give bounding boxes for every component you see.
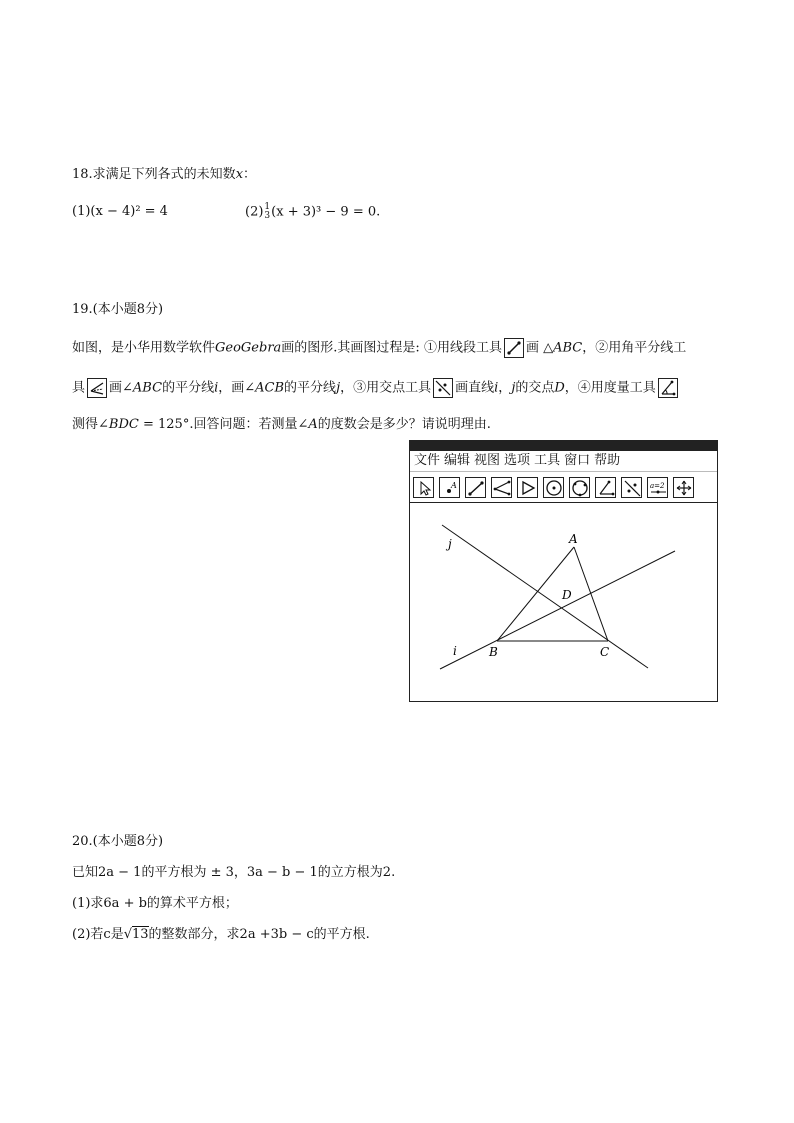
- menu-options[interactable]: 选项: [504, 453, 531, 468]
- angle-bisector-icon[interactable]: [491, 477, 512, 498]
- label-C: C: [600, 645, 610, 659]
- label-j: j: [448, 537, 452, 551]
- intersection-tool-icon: [433, 378, 453, 398]
- q20-line3: (2)若c是√13的整数部分，求2a +3b − c的平方根.: [72, 927, 370, 942]
- label-A: A: [569, 532, 578, 546]
- segment-icon[interactable]: [465, 477, 486, 498]
- slider-label: a=2: [650, 481, 665, 490]
- drawing-canvas[interactable]: [410, 503, 717, 701]
- q19-line1: 如图，是小华用数学软件GeoGebra画的图形.其画图过程是: ①用线段工具 画 △ABC，②用角平分线工: [72, 338, 686, 358]
- segment-tool-icon: [504, 338, 524, 358]
- segment-CA: [574, 547, 608, 641]
- q19-header: 19.(本小题8分): [72, 302, 164, 317]
- svg-text:A: A: [451, 480, 457, 490]
- toolbar: [410, 472, 717, 503]
- menu-window[interactable]: 窗口: [564, 453, 591, 468]
- q18-part2: (2) 1 3 (x + 3)³ − 9 = 0.: [245, 202, 381, 221]
- menu-bar: [410, 451, 717, 472]
- menu-help[interactable]: 帮助: [594, 453, 621, 468]
- intersection-icon[interactable]: [621, 477, 642, 498]
- sqrt-symbol: √: [123, 927, 132, 942]
- menu-file[interactable]: 文件: [414, 453, 441, 468]
- circle-three-points-icon[interactable]: [569, 477, 590, 498]
- angle-measure-tool-icon: [658, 378, 678, 398]
- circle-icon[interactable]: [543, 477, 564, 498]
- move-view-icon[interactable]: [673, 477, 694, 498]
- menu-tools[interactable]: 工具: [534, 453, 561, 468]
- label-D: D: [562, 588, 572, 602]
- point-icon[interactable]: [439, 477, 460, 498]
- q19-line2: 具 画∠ABC的平分线i，画∠ACB的平分线j，③用交点工具 画直线i，j的交点D，④用度量工具: [72, 378, 680, 398]
- q19-line3: 测得∠BDC = 125°.回答问题：若测量∠A的度数会是多少？请说明理由.: [72, 417, 491, 432]
- label-B: B: [489, 645, 498, 659]
- pointer-icon[interactable]: [413, 477, 434, 498]
- q18-part1: (1)(x − 4)² = 4: [72, 204, 168, 219]
- q20-line2: (1)求6a + b的算术平方根；: [72, 896, 238, 911]
- line-j: [442, 525, 648, 668]
- angle-measure-icon[interactable]: [595, 477, 616, 498]
- q20-line1: 已知2a − 1的平方根为 ± 3，3a − b − 1的立方根为2.: [72, 865, 396, 880]
- input-bar-icon[interactable]: [647, 477, 668, 498]
- angle-bisector-tool-icon: [87, 378, 107, 398]
- q18-title: 18.求满足下列各式的未知数x：: [72, 167, 257, 182]
- polygon-icon[interactable]: [517, 477, 538, 498]
- menu-view[interactable]: 视图: [474, 453, 501, 468]
- window-titlebar: [410, 441, 717, 451]
- geogebra-window: [409, 440, 718, 702]
- line-i: [440, 551, 675, 669]
- menu-edit[interactable]: 编辑: [444, 453, 471, 468]
- label-i: i: [453, 644, 457, 658]
- q20-header: 20.(本小题8分): [72, 834, 164, 849]
